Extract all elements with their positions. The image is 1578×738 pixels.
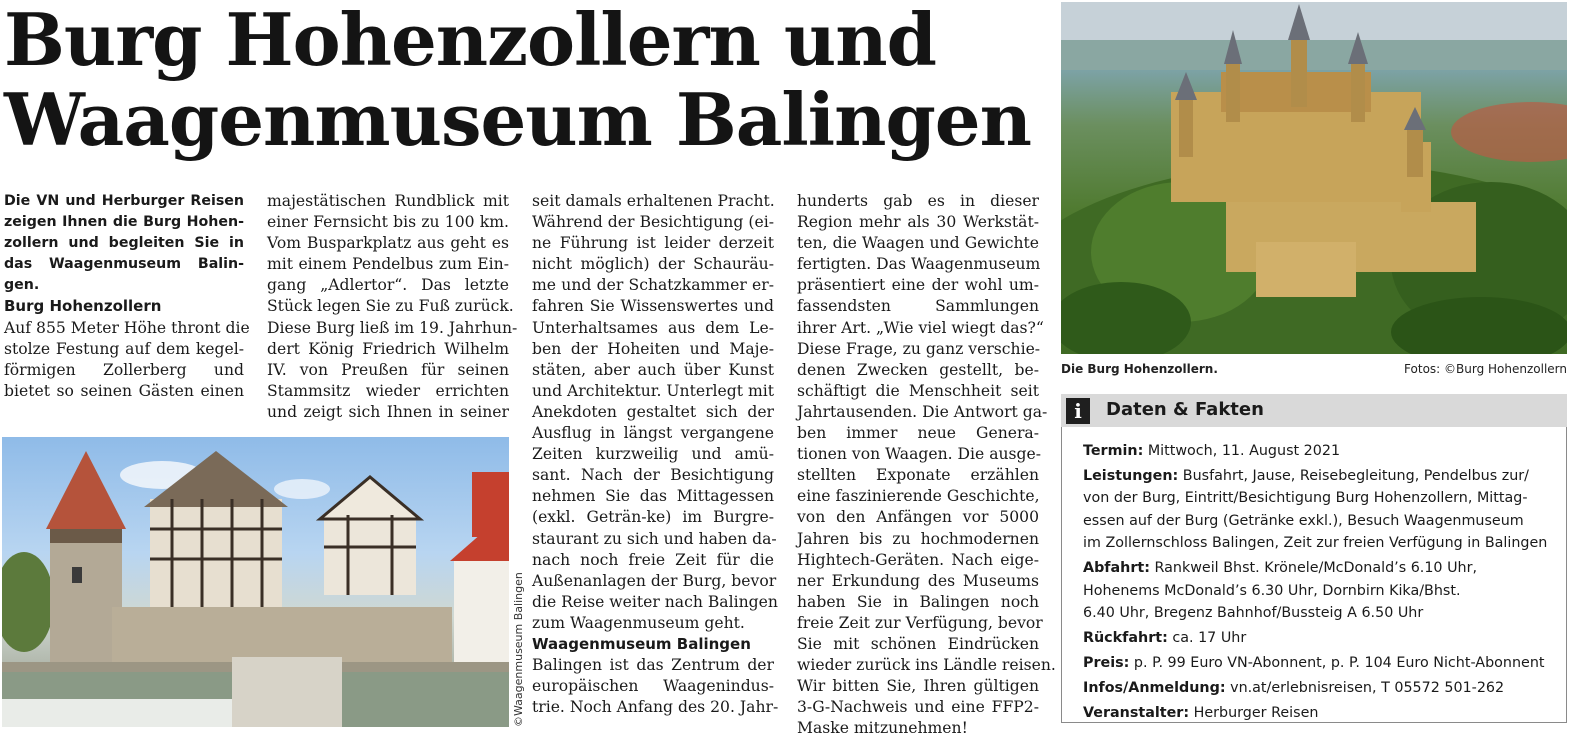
- text-line: stellten Exponate erzählen: [797, 466, 1039, 485]
- text-line: 3-G-Nachweis und eine FFP2-: [797, 698, 1039, 717]
- fact-label: Infos/Anmeldung:: [1083, 680, 1226, 697]
- article-column-2: [267, 191, 518, 423]
- fact-label: Veranstalter:: [1083, 705, 1190, 722]
- fact-value: vn.at/erlebnisreisen, T 05572 501-262: [1230, 680, 1505, 697]
- text-line: mit einem Pendelbus zum Ein-: [267, 255, 509, 274]
- text-line: zollern und begleiten Sie in: [4, 235, 244, 252]
- text-line: fertigten. Das Waagenmuseum: [797, 255, 1041, 274]
- fact-value: Busfahrt, Jause, Reisebegleitung, Pendelbus zur/: [1182, 468, 1529, 484]
- headline-line-2: Waagenmuseum Balingen: [4, 77, 1031, 162]
- text-line: Anekdoten gestaltet sich der: [532, 402, 774, 421]
- fact-leistungen: [1083, 465, 1563, 555]
- fact-value: von der Burg, Eintritt/Besichtigung Burg Hohenzollern, Mittag-: [1083, 490, 1528, 507]
- text-line: nach noch freie Zeit für die: [532, 550, 774, 569]
- text-line: seit damals erhaltenen Pracht.: [532, 192, 775, 210]
- text-line: Unterhaltsames aus dem Le-: [532, 318, 774, 337]
- text-line: Wir bitten Sie, Ihren gültigen: [797, 677, 1039, 696]
- facts-list: [1083, 440, 1563, 727]
- text-line: fahren Sie Wissenswertes und: [532, 297, 774, 316]
- text-line: ne Führung ist leider derzeit: [532, 234, 774, 253]
- text-line: zum Waagenmuseum geht.: [532, 613, 745, 632]
- text-line: hunderts gab es in dieser: [797, 192, 1039, 210]
- headline-line-1: Burg Hohenzollern und: [4, 0, 936, 82]
- text-line: freie Zeit zur Verfügung, bevor: [797, 613, 1043, 632]
- text-line: Zeiten kurzweilig und amü-: [532, 445, 774, 464]
- text-line: Maske mitzunehmen!: [797, 719, 968, 738]
- text-line: trie. Noch Anfang des 20. Jahr-: [532, 698, 779, 717]
- fact-value: 6.40 Uhr, Bregenz Bahnhof/Bussteig A 6.50 Uhr: [1083, 605, 1424, 622]
- photo-credit-castle: Fotos: ©Burg Hohenzollern: [1404, 362, 1567, 376]
- text-line: schäftigt die Menschheit seit: [797, 381, 1039, 400]
- body-paragraph: [4, 318, 250, 402]
- facts-title: Daten & Fakten: [1106, 399, 1264, 420]
- text-line: me und der Schatzkammer er-: [532, 276, 774, 295]
- text-line: zeigen Ihnen die Burg Hohen-: [4, 214, 244, 231]
- fact-label: Abfahrt:: [1083, 560, 1150, 577]
- text-line: staurant zu sich und haben da-: [532, 529, 777, 548]
- fact-termin: [1083, 440, 1563, 462]
- fact-value: Herburger Reisen: [1193, 705, 1319, 722]
- text-line: Jahren bis zu hochmodernen: [797, 529, 1039, 548]
- text-line: Region mehr als 30 Werkstät-: [797, 213, 1039, 232]
- text-line: von den Anfängen vor 5000: [797, 508, 1039, 527]
- text-line: nicht möglich) der Schauräu-: [532, 255, 774, 274]
- fact-label: Leistungen:: [1083, 468, 1179, 484]
- burg-hohenzollern-photo: [1061, 2, 1567, 354]
- text-line: ihrer Art. „Wie viel wiegt das?“: [797, 318, 1044, 337]
- text-line: das Waagenmuseum Balin-: [4, 256, 244, 273]
- text-line: und Architektur. Unterlegt mit: [532, 381, 775, 400]
- text-line: sant. Nach der Besichtigung: [532, 466, 774, 485]
- body-paragraph: [267, 191, 518, 423]
- text-line: Auf 855 Meter Höhe thront die: [4, 318, 250, 337]
- text-line: bietet so seinen Gästen einen: [4, 381, 244, 400]
- text-line: Hightech-Geräten. Nach eige-: [797, 550, 1039, 569]
- text-line: denen Zwecken gestellt, be-: [797, 360, 1039, 379]
- subheading-burg: Burg Hohenzollern: [4, 297, 162, 316]
- photo-caption: Die Burg Hohenzollern.: [1061, 362, 1218, 376]
- fact-value: im Zollernschloss Balingen, Zeit zur freien Verfügung in Balingen: [1083, 535, 1548, 552]
- fact-value: essen auf der Burg (Getränke exkl.), Besuch Waagenmuseum: [1083, 512, 1524, 529]
- burg-hohenzollern-illustration: [1061, 2, 1567, 354]
- text-line: Diese Frage, zu ganz verschie-: [797, 339, 1041, 358]
- fact-value: Rankweil Bhst. Krönele/McDonald’s 6.10 Uhr,: [1154, 560, 1478, 577]
- text-line: (exkl. Geträn-ke) im Burgre-: [532, 508, 774, 527]
- text-line: Stück legen Sie zu Fuß zurück.: [267, 297, 514, 316]
- body-paragraph: [797, 191, 1056, 738]
- fact-label: Rückfahrt:: [1083, 630, 1168, 647]
- fact-value: Hohenems McDonald’s 6.30 Uhr, Dornbirn Kika/Bhst.: [1083, 582, 1461, 599]
- text-line: stäten, aber auch über Kunst: [532, 360, 774, 379]
- waagenmuseum-photo: [2, 437, 509, 727]
- text-line: ten, die Waagen und Gewichte: [797, 234, 1039, 253]
- text-line: ben der Hoheiten und Maje-: [532, 339, 774, 358]
- text-line: einer Fernsicht bis zu 100 km.: [267, 213, 509, 232]
- fact-label: Termin:: [1083, 443, 1144, 459]
- photo-credit-waagenmuseum: ©Waagenmuseum Balingen: [512, 572, 525, 727]
- fact-veranstalter: [1083, 702, 1563, 724]
- body-paragraph: [532, 655, 779, 718]
- article-column-1: [4, 191, 250, 402]
- text-line: IV. von Preußen für seinen: [267, 360, 509, 379]
- text-line: Jahrtausenden. Die Antwort ga-: [797, 402, 1048, 421]
- text-line: und zeigt sich Ihnen in seiner: [267, 402, 509, 421]
- text-line: Stammsitz wieder errichten: [267, 381, 509, 400]
- text-line: die Reise weiter nach Balingen: [532, 592, 778, 611]
- text-line: stolze Festung auf dem kegel-: [4, 339, 244, 358]
- text-line: Während der Besichtigung (ei-: [532, 213, 774, 232]
- article-column-3: [532, 191, 779, 718]
- fact-value: Mittwoch, 11. August 2021: [1147, 443, 1341, 459]
- text-line: haben Sie in Balingen noch: [797, 592, 1039, 611]
- text-line: Diese Burg ließ im 19. Jahrhun-: [267, 318, 518, 337]
- text-line: tionen von Waagen. Die ausge-: [797, 445, 1042, 464]
- headline: [4, 0, 1054, 160]
- text-line: nehmen Sie das Mittagessen: [532, 487, 774, 506]
- text-line: präsentiert eine der wohl um-: [797, 276, 1039, 295]
- text-line: europäischen Waagenindus-: [532, 677, 774, 696]
- text-line: ner Erkundung des Museums: [797, 571, 1039, 590]
- body-paragraph: [532, 191, 778, 634]
- article-column-4: [797, 191, 1056, 738]
- text-line: Ausflug in längst vergangene: [532, 424, 774, 443]
- text-line: fassendsten Sammlungen: [797, 297, 1039, 316]
- text-line: Die VN und Herburger Reisen: [4, 193, 244, 209]
- text-line: dert König Friedrich Wilhelm: [267, 339, 509, 358]
- fact-rueckfahrt: [1083, 627, 1563, 649]
- subheading-waagenmuseum: Waagenmuseum Balingen: [532, 634, 751, 653]
- lead-paragraph: [4, 191, 244, 296]
- text-line: gang „Adlertor“. Das letzte: [267, 276, 509, 295]
- text-line: Balingen ist das Zentrum der: [532, 656, 774, 675]
- text-line: wieder zurück ins Ländle reisen.: [797, 656, 1056, 675]
- waagenmuseum-illustration: [2, 437, 509, 727]
- fact-value: ca. 17 Uhr: [1172, 630, 1247, 647]
- fact-abfahrt: [1083, 557, 1563, 624]
- fact-preis: [1083, 652, 1563, 674]
- info-icon: i: [1066, 398, 1090, 424]
- text-line: Sie mit schönen Eindrücken: [797, 634, 1039, 653]
- fact-value: p. P. 99 Euro VN-Abonnent, p. P. 104 Euro Nicht-Abonnent: [1133, 655, 1545, 672]
- text-line: eine faszinierende Geschichte,: [797, 487, 1040, 506]
- text-line: majestätischen Rundblick mit: [267, 192, 509, 210]
- fact-infos: [1083, 677, 1563, 699]
- text-line: gen.: [4, 277, 40, 294]
- text-line: Vom Busparkplatz aus geht es: [267, 234, 509, 253]
- text-line: ben immer neue Genera-: [797, 424, 1039, 443]
- fact-label: Preis:: [1083, 655, 1130, 672]
- text-line: förmigen Zollerberg und: [4, 360, 244, 379]
- text-line: Außenanlagen der Burg, bevor: [532, 571, 777, 590]
